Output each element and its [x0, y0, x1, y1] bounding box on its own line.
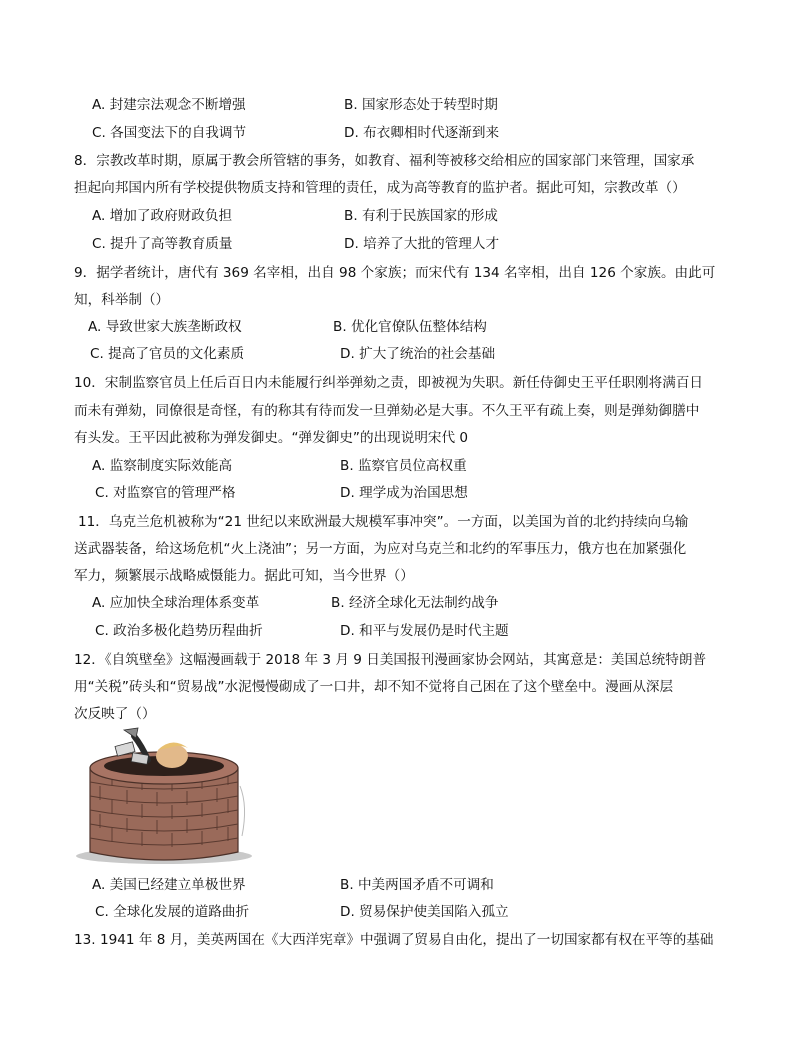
brick-well-cartoon — [72, 726, 255, 864]
q9-option-b[interactable]: B. 优化官僚队伍整体结构 — [333, 319, 487, 335]
q9-stem-line-1: 9．据学者统计，唐代有 369 名宰相，出自 98 个家族；而宋代有 134 名宰相，出自 126 个家族。由此可 — [74, 265, 716, 281]
q7-option-c[interactable]: C. 各国变法下的自我调节 — [92, 125, 247, 141]
q11-option-c[interactable]: C. 政治多极化趋势历程曲折 — [95, 623, 263, 639]
q8-option-b[interactable]: B. 有利于民族国家的形成 — [344, 208, 498, 224]
q10-stem-line-2: 而未有弹劾，同僚很是奇怪，有的称其有待而发一旦弹劾必是大事。不久王平有疏上奏，则是弹劾御膳中 — [74, 403, 700, 419]
q12-option-d[interactable]: D. 贸易保护使美国陷入孤立 — [340, 904, 509, 920]
q11-stem-line-2: 送武器装备，给这场危机“火上浇油”；另一方面，为应对乌克兰和北约的军事压力，俄方也在加紧强化 — [74, 541, 687, 557]
q7-option-b[interactable]: B. 国家形态处于转型时期 — [344, 97, 498, 113]
q8-stem-line-1: 8．宗教改革时期，原属于教会所管辖的事务，如教育、福利等被移交给相应的国家部门来管理，国家承 — [74, 153, 695, 169]
q10-stem-line-1: 10．宋制监察官员上任后百日内未能履行纠举弹劾之责，即被视为失职。新任侍御史王平任职刚将满百日 — [74, 375, 704, 391]
q12-option-c[interactable]: C. 全球化发展的道路曲折 — [95, 904, 250, 920]
q12-stem-line-2: 用“关税”砖头和“贸易战”水泥慢慢砌成了一口井，却不知不觉将自己困在了这个壁垒中。漫画从深层 — [74, 679, 674, 695]
q12-option-a[interactable]: A. 美国已经建立单极世界 — [92, 877, 246, 893]
q9-stem-line-2: 知，科举制（） — [74, 292, 170, 308]
q13-stem-line-1: 13. 1941 年 8 月，美英两国在《大西洋宪章》中强调了贸易自由化，提出了一切国家都有权在平等的基础 — [74, 932, 714, 948]
q11-option-d[interactable]: D. 和平与发展仍是时代主题 — [340, 623, 509, 639]
q7-option-a[interactable]: A. 封建宗法观念不断增强 — [92, 97, 246, 113]
q9-option-d[interactable]: D. 扩大了统治的社会基础 — [340, 346, 496, 362]
q10-option-b[interactable]: B. 监察官员位高权重 — [340, 458, 467, 474]
q8-option-d[interactable]: D. 培养了大批的管理人才 — [344, 236, 500, 252]
q10-option-d[interactable]: D. 理学成为治国思想 — [340, 485, 468, 501]
q9-option-c[interactable]: C. 提高了官员的文化素质 — [90, 346, 245, 362]
q11-option-a[interactable]: A. 应加快全球治理体系变革 — [92, 595, 260, 611]
q11-stem-line-3: 军力，频繁展示战略威慑能力。据此可知，当今世界（） — [74, 568, 414, 584]
q8-stem-line-2: 担起向邦国内所有学校提供物质支持和管理的责任，成为高等教育的监护者。据此可知，宗教改革（） — [74, 180, 686, 196]
q11-stem-line-1: 11．乌克兰危机被称为“21 世纪以来欧洲最大规模军事冲突”。一方面，以美国为首的北约持续向乌输 — [78, 514, 689, 530]
q8-option-c[interactable]: C. 提升了高等教育质量 — [92, 236, 233, 252]
q10-option-c[interactable]: C. 对监察官的管理严格 — [95, 485, 236, 501]
q12-option-b[interactable]: B. 中美两国矛盾不可调和 — [340, 877, 494, 893]
q12-stem-line-1: 12．《自筑壁垒》这幅漫画载于 2018 年 3 月 9 日美国报刊漫画家协会网站，其寓意是：美国总统特朗普 — [74, 652, 707, 668]
q9-option-a[interactable]: A. 导致世家大族垄断政权 — [88, 319, 242, 335]
q8-option-a[interactable]: A. 增加了政府财政负担 — [92, 208, 233, 224]
q10-stem-line-3: 有头发。王平因此被称为弹发御史。“弹发御史”的出现说明宋代 0 — [74, 430, 469, 446]
q10-option-a[interactable]: A. 监察制度实际效能高 — [92, 458, 233, 474]
q7-option-d[interactable]: D. 布衣卿相时代逐渐到来 — [344, 125, 500, 141]
q12-stem-line-3: 次反映了（） — [74, 706, 156, 722]
q11-option-b[interactable]: B. 经济全球化无法制约战争 — [331, 595, 499, 611]
